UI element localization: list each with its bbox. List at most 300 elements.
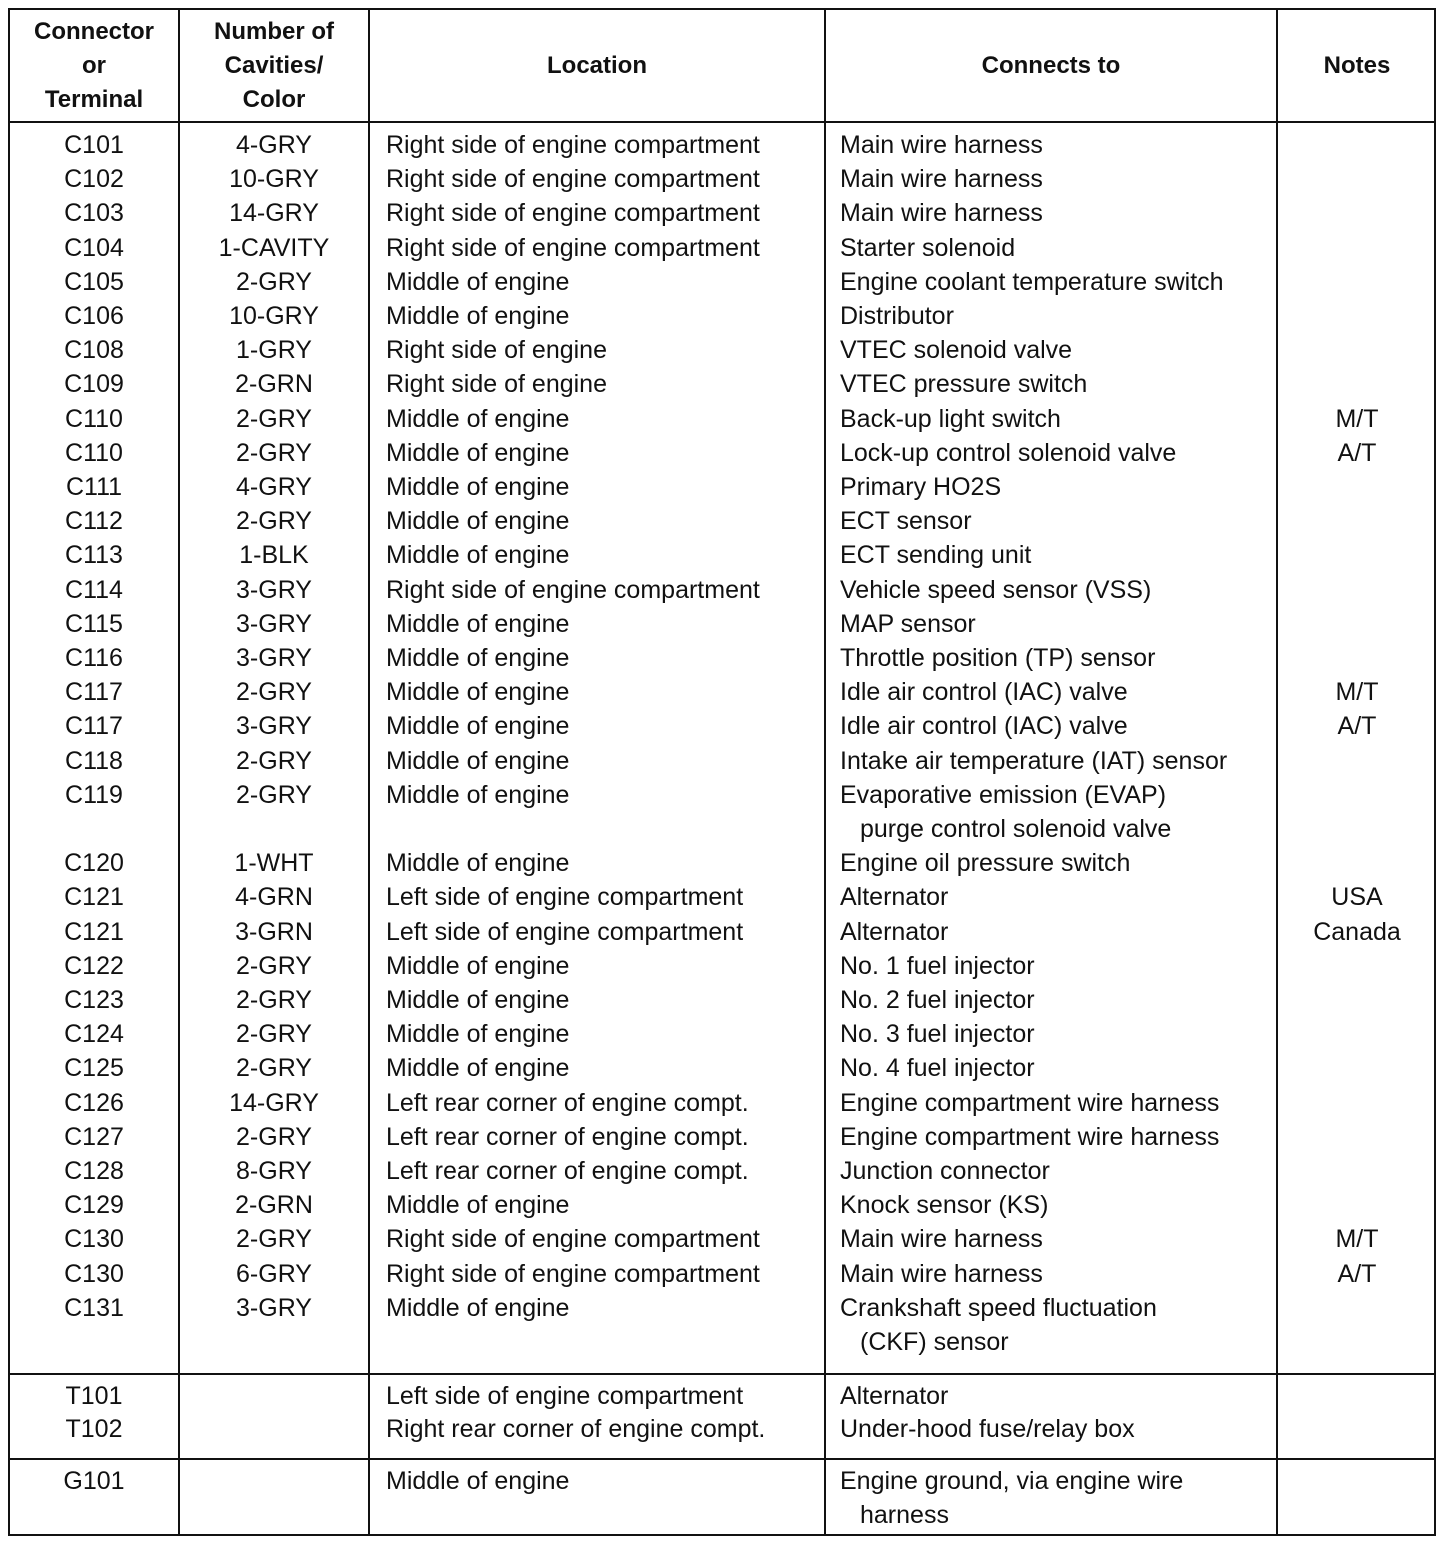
cell-cavities-text: 10-GRY	[229, 302, 319, 330]
cell-connector-id	[10, 1379, 178, 1413]
cell-cavities-text: 2-GRY	[236, 404, 312, 433]
cell-location	[386, 744, 826, 778]
cell-connector-id	[10, 675, 178, 709]
cell-connects-to-text: Engine compartment wire harness	[840, 1088, 1220, 1117]
cell-connector-id-text: T101	[65, 1382, 123, 1410]
cell-connects-to	[840, 675, 1280, 709]
cell-connector-id	[10, 504, 178, 538]
cell-location-text: Right side of engine compartment	[386, 575, 760, 604]
cell-location	[386, 128, 826, 162]
cell-connector-id	[10, 367, 178, 401]
cell-cavities	[180, 1222, 368, 1256]
cell-location-text: Middle of engine	[386, 951, 570, 980]
cell-location	[386, 538, 826, 572]
cell-location-text: Middle of engine	[386, 644, 570, 672]
cell-location-text: Middle of engine	[386, 849, 570, 878]
cell-cavities-text: 2-GRY	[236, 1020, 312, 1049]
cell-connector-id	[10, 1188, 178, 1222]
cell-connects-to	[840, 880, 1280, 914]
cell-connector-id-text: C115	[65, 609, 123, 638]
cell-location-text: Middle of engine	[386, 507, 570, 536]
cell-connector-id-text: C109	[64, 370, 124, 399]
cell-connects-to-text: Alternator	[840, 1382, 949, 1410]
cell-connects-to-text: Engine oil pressure switch	[840, 849, 1131, 878]
cell-cavities	[180, 778, 368, 812]
cell-location	[386, 1412, 826, 1446]
cell-location-text: Left side of engine compartment	[386, 917, 744, 946]
cell-connects-to-text: Under-hood fuse/relay box	[840, 1415, 1135, 1443]
cell-connects-to-text: Knock sensor (KS)	[840, 1191, 1049, 1220]
cell-connects-to-text: Idle air control (IAC) valve	[840, 712, 1128, 741]
cell-location-text: Right side of engine compartment	[386, 199, 760, 228]
cell-cavities-text: 2-GRY	[236, 986, 312, 1014]
cell-connector-id	[10, 265, 178, 299]
cell-location-text: Middle of engine	[386, 746, 570, 775]
cell-connector-id	[10, 402, 178, 436]
cell-connects-to-text: Alternator	[840, 917, 949, 946]
cell-connector-id-text: C106	[64, 302, 124, 330]
cell-location-text: Middle of engine	[386, 1467, 570, 1495]
cell-location	[386, 436, 826, 470]
cell-cavities-text: 2-GRY	[236, 678, 312, 707]
cell-notes-text: Canada	[1313, 917, 1401, 946]
header-cavities-line3: Color	[242, 86, 306, 113]
cell-location	[386, 162, 826, 196]
cell-connector-id	[10, 333, 178, 367]
cell-connector-id-text: C119	[65, 780, 123, 809]
cell-connects-to	[840, 1464, 1280, 1532]
cell-connects-to	[840, 196, 1280, 230]
cell-cavities	[180, 470, 368, 504]
cell-connects-to	[840, 128, 1280, 162]
cell-cavities	[180, 367, 368, 401]
cell-cavities	[180, 1051, 368, 1085]
cell-connects-to-text: MAP sensor	[840, 609, 976, 638]
cell-connector-id	[10, 1222, 178, 1256]
cell-connector-id	[10, 470, 178, 504]
cell-connector-id	[10, 641, 178, 675]
cell-cavities-text: 1-GRY	[236, 336, 312, 365]
cell-connects-to	[840, 231, 1280, 265]
cell-location-text: Left rear corner of engine compt.	[386, 1157, 749, 1185]
cell-location-text: Right side of engine compartment	[386, 233, 760, 262]
cell-location-text: Left rear corner of engine compt.	[386, 1088, 749, 1117]
cell-cavities-text: 3-GRY	[236, 609, 312, 638]
cell-cavities	[180, 1086, 368, 1120]
cell-cavities	[180, 641, 368, 675]
cell-cavities-text: 8-GRY	[236, 1157, 312, 1185]
cell-connects-to-text: Intake air temperature (IAT) sensor	[840, 746, 1228, 775]
cell-cavities	[180, 949, 368, 983]
cell-location-text: Middle of engine	[386, 986, 570, 1014]
cell-connects-to-text: ECT sensor	[840, 507, 972, 536]
cell-cavities-text: 1-BLK	[239, 541, 309, 570]
cell-cavities	[180, 402, 368, 436]
cell-connector-id	[10, 744, 178, 778]
cell-cavities	[180, 231, 368, 265]
cell-location	[386, 1086, 826, 1120]
cell-location	[386, 1188, 826, 1222]
cell-location-text: Right rear corner of engine compt.	[386, 1415, 766, 1443]
cell-connects-to	[840, 846, 1280, 880]
cell-connects-to	[840, 1154, 1280, 1188]
cell-location	[386, 1051, 826, 1085]
cell-connects-to	[840, 538, 1280, 572]
cell-connects-to-text: Main wire harness	[840, 131, 1043, 159]
cell-connector-id-text: C117	[65, 678, 123, 707]
cell-notes-text: A/T	[1337, 1259, 1377, 1288]
cell-connects-to-text: VTEC solenoid valve	[840, 336, 1073, 365]
cell-connects-to	[840, 641, 1280, 675]
cell-cavities	[180, 196, 368, 230]
cell-connector-id-text: C127	[64, 1122, 124, 1151]
cell-cavities	[180, 744, 368, 778]
cell-cavities-text: 3-GRY	[236, 575, 312, 604]
cell-location-text: Middle of engine	[386, 1054, 570, 1083]
cell-connects-to	[840, 367, 1280, 401]
cell-location-text: Middle of engine	[386, 1020, 570, 1049]
cell-connector-id-text: T102	[65, 1415, 123, 1443]
cell-connector-id-text: C128	[64, 1157, 124, 1185]
cell-connects-to	[840, 470, 1280, 504]
cell-location-text: Middle of engine	[386, 438, 570, 467]
cell-connects-to	[840, 1120, 1280, 1154]
cell-connector-id	[10, 231, 178, 265]
cell-connects-to	[840, 983, 1280, 1017]
cell-notes	[1278, 880, 1436, 914]
cell-connector-id-text: C110	[65, 438, 123, 467]
cell-cavities	[180, 915, 368, 949]
cell-connects-to	[840, 162, 1280, 196]
cell-location-text: Middle of engine	[386, 712, 570, 741]
cell-cavities	[180, 299, 368, 333]
cell-location-text: Middle of engine	[386, 473, 570, 501]
cell-cavities	[180, 1257, 368, 1291]
cell-cavities	[180, 504, 368, 538]
cell-connector-id	[10, 162, 178, 196]
cell-connector-id-text: C130	[64, 1225, 124, 1254]
cell-location	[386, 367, 826, 401]
cell-location-text: Right side of engine compartment	[386, 1225, 760, 1254]
cell-location	[386, 402, 826, 436]
cell-location-text: Middle of engine	[386, 302, 570, 330]
cell-cavities-text: 4-GRN	[235, 883, 313, 912]
cell-cavities	[180, 436, 368, 470]
header-cavities-line1: Number of	[214, 18, 334, 45]
header-connector-line1: Connector	[34, 18, 154, 45]
section-divider	[10, 1458, 1434, 1460]
cell-connector-id-text: C111	[65, 473, 123, 501]
section-divider	[10, 1373, 1434, 1375]
cell-notes-text: M/T	[1335, 1225, 1379, 1254]
cell-connector-id-text: C131	[64, 1293, 124, 1322]
cell-notes	[1278, 915, 1436, 949]
cell-cavities	[180, 983, 368, 1017]
cell-location	[386, 333, 826, 367]
cell-connector-id	[10, 915, 178, 949]
cell-location-text: Middle of engine	[386, 1191, 570, 1220]
header-connects-to: Connects to	[981, 52, 1121, 79]
cell-connector-id-text: C114	[65, 575, 123, 604]
cell-location	[386, 1120, 826, 1154]
cell-connects-to	[840, 265, 1280, 299]
cell-location	[386, 607, 826, 641]
cell-location	[386, 1222, 826, 1256]
cell-connector-id-text: C130	[64, 1259, 124, 1288]
cell-connector-id-text: C129	[64, 1191, 124, 1220]
cell-connects-to	[840, 778, 1280, 846]
cell-connects-to	[840, 949, 1280, 983]
cell-connector-id-text: C118	[65, 746, 123, 775]
cell-location-text: Left rear corner of engine compt.	[386, 1122, 749, 1151]
cell-location	[386, 504, 826, 538]
cell-cavities	[180, 162, 368, 196]
cell-cavities	[180, 1154, 368, 1188]
cell-connects-to-text: Crankshaft speed fluctuation	[840, 1293, 1157, 1322]
cell-notes	[1278, 675, 1436, 709]
cell-connector-id	[10, 949, 178, 983]
cell-connects-to-text: Alternator	[840, 883, 949, 912]
cell-location-text: Middle of engine	[386, 404, 570, 433]
header-connector-line2: or	[82, 52, 106, 79]
cell-notes-text: M/T	[1335, 404, 1379, 433]
header-location: Location	[547, 52, 647, 79]
cell-location	[386, 1017, 826, 1051]
cell-cavities	[180, 1291, 368, 1325]
cell-cavities-text: 2-GRN	[235, 1191, 313, 1220]
cell-connector-id-text: C121	[64, 883, 124, 912]
cell-connects-to-text: No. 2 fuel injector	[840, 986, 1035, 1014]
cell-notes	[1278, 1222, 1436, 1256]
cell-cavities-text: 6-GRY	[236, 1259, 312, 1288]
header-notes: Notes	[1323, 52, 1391, 79]
header-cavities	[180, 10, 368, 122]
cell-location-text: Middle of engine	[386, 541, 570, 570]
cell-connects-to-text: Starter solenoid	[840, 233, 1016, 262]
cell-connector-id	[10, 846, 178, 880]
cell-connector-id-text: C105	[64, 267, 124, 296]
cell-connector-id-text: C108	[64, 336, 124, 365]
cell-cavities	[180, 333, 368, 367]
cell-location-text: Right side of engine compartment	[386, 131, 760, 159]
cell-cavities-text: 3-GRN	[235, 917, 313, 946]
cell-connects-to-text: Engine ground, via engine wire	[840, 1467, 1184, 1495]
cell-cavities	[180, 128, 368, 162]
cell-connects-to	[840, 573, 1280, 607]
cell-connector-id	[10, 1291, 178, 1325]
cell-connects-to-text: VTEC pressure switch	[840, 370, 1088, 399]
cell-connects-to	[840, 709, 1280, 743]
cell-connector-id-text: C125	[64, 1054, 124, 1083]
cell-cavities-text: 2-GRY	[236, 507, 312, 536]
cell-location	[386, 573, 826, 607]
cell-connects-to	[840, 299, 1280, 333]
cell-location-text: Left side of engine compartment	[386, 1382, 744, 1410]
cell-connector-id-text: C110	[65, 404, 123, 433]
cell-connector-id	[10, 1257, 178, 1291]
cell-location-text: Middle of engine	[386, 678, 570, 707]
cell-connector-id-text: C123	[64, 986, 124, 1014]
cell-connects-to-continuation: purge control solenoid valve	[860, 814, 1172, 843]
cell-connects-to-text: Throttle position (TP) sensor	[840, 644, 1156, 672]
cell-cavities-text: 2-GRY	[236, 746, 312, 775]
cell-connector-id	[10, 1412, 178, 1446]
cell-connects-to	[840, 1086, 1280, 1120]
cell-connector-id	[10, 538, 178, 572]
cell-connector-id	[10, 436, 178, 470]
cell-connects-to	[840, 504, 1280, 538]
cell-notes-text: M/T	[1335, 678, 1379, 707]
cell-cavities-text: 2-GRY	[236, 951, 312, 980]
cell-cavities	[180, 880, 368, 914]
cell-cavities	[180, 573, 368, 607]
cell-connector-id-text: C112	[65, 507, 123, 536]
cell-connects-to-text: Main wire harness	[840, 1225, 1043, 1254]
cell-connector-id-text: G101	[63, 1467, 125, 1495]
cell-connects-to	[840, 1379, 1280, 1413]
cell-location	[386, 1257, 826, 1291]
cell-connects-to-text: Engine coolant temperature switch	[840, 267, 1224, 296]
cell-cavities	[180, 675, 368, 709]
header-connector-line3: Terminal	[44, 86, 144, 113]
cell-connector-id	[10, 1017, 178, 1051]
cell-location-text: Right side of engine	[386, 370, 607, 399]
cell-cavities-text: 3-GRY	[236, 644, 312, 672]
cell-connector-id-text: C126	[64, 1088, 124, 1117]
cell-connector-id-text: C117	[65, 712, 123, 741]
cell-connector-id-text: C116	[65, 644, 123, 672]
cell-connects-to-text: No. 4 fuel injector	[840, 1054, 1035, 1083]
cell-connects-to	[840, 1051, 1280, 1085]
cell-connects-to-text: Junction connector	[840, 1157, 1050, 1185]
cell-connector-id	[10, 880, 178, 914]
cell-location-text: Middle of engine	[386, 1293, 570, 1322]
cell-location	[386, 983, 826, 1017]
cell-connector-id	[10, 1154, 178, 1188]
cell-cavities-text: 3-GRY	[236, 1293, 312, 1322]
cell-connects-to	[840, 402, 1280, 436]
cell-location	[386, 709, 826, 743]
cell-location	[386, 846, 826, 880]
cell-connects-to	[840, 333, 1280, 367]
cell-connector-id-text: C104	[64, 233, 124, 262]
cell-notes	[1278, 1257, 1436, 1291]
cell-cavities-text: 4-GRY	[236, 131, 312, 159]
cell-connector-id	[10, 607, 178, 641]
cell-connector-id-text: C103	[64, 199, 124, 228]
cell-location	[386, 880, 826, 914]
cell-cavities	[180, 1017, 368, 1051]
cell-connector-id	[10, 128, 178, 162]
cell-connects-to-text: Vehicle speed sensor (VSS)	[840, 575, 1152, 604]
column-divider	[368, 10, 370, 1534]
cell-location	[386, 949, 826, 983]
cell-connects-to-continuation: (CKF) sensor	[860, 1327, 1009, 1356]
cell-connector-id	[10, 709, 178, 743]
cell-location	[386, 1154, 826, 1188]
cell-cavities	[180, 846, 368, 880]
cell-location	[386, 778, 826, 812]
cell-connects-to-text: Distributor	[840, 302, 954, 330]
cell-location	[386, 1379, 826, 1413]
cell-cavities	[180, 709, 368, 743]
cell-cavities-text: 1-CAVITY	[218, 233, 330, 262]
cell-connector-id	[10, 778, 178, 812]
cell-location	[386, 1291, 826, 1325]
cell-cavities-text: 4-GRY	[236, 473, 312, 501]
cell-connects-to-text: Primary HO2S	[840, 473, 1002, 501]
cell-location-text: Right side of engine compartment	[386, 1259, 760, 1288]
cell-cavities-text: 14-GRY	[229, 1088, 319, 1117]
cell-notes	[1278, 402, 1436, 436]
cell-location	[386, 915, 826, 949]
cell-connects-to	[840, 915, 1280, 949]
cell-connector-id	[10, 196, 178, 230]
cell-connects-to-text: Main wire harness	[840, 165, 1043, 194]
cell-connector-id-text: C120	[64, 849, 124, 878]
cell-connects-to-text: Main wire harness	[840, 1259, 1043, 1288]
cell-connector-id-text: C101	[64, 131, 124, 159]
cell-location-text: Right side of engine	[386, 336, 607, 365]
cell-cavities	[180, 607, 368, 641]
cell-connects-to-text: No. 1 fuel injector	[840, 951, 1035, 980]
cell-connector-id-text: C102	[64, 165, 124, 194]
cell-connector-id	[10, 1051, 178, 1085]
cell-connector-id-text: C124	[64, 1020, 124, 1049]
cell-cavities	[180, 1120, 368, 1154]
cell-connects-to	[840, 1188, 1280, 1222]
cell-cavities-text: 2-GRN	[235, 370, 313, 399]
cell-cavities-text: 3-GRY	[236, 712, 312, 741]
cell-location	[386, 641, 826, 675]
cell-cavities	[180, 538, 368, 572]
cell-connector-id	[10, 1086, 178, 1120]
cell-connects-to	[840, 436, 1280, 470]
cell-connects-to	[840, 1257, 1280, 1291]
cell-connects-to	[840, 1017, 1280, 1051]
cell-cavities-text: 2-GRY	[236, 438, 312, 467]
cell-cavities-text: 2-GRY	[236, 267, 312, 296]
cell-cavities	[180, 1188, 368, 1222]
cell-location-text: Middle of engine	[386, 609, 570, 638]
header-cavities-line2: Cavities/	[224, 52, 324, 79]
cell-connects-to-text: Main wire harness	[840, 199, 1043, 228]
cell-location-text: Right side of engine compartment	[386, 165, 760, 194]
cell-connects-to-text: Lock-up control solenoid valve	[840, 438, 1177, 467]
cell-cavities-text: 2-GRY	[236, 1122, 312, 1151]
cell-connector-id	[10, 1464, 178, 1498]
cell-connects-to	[840, 607, 1280, 641]
connector-table	[8, 8, 1436, 1536]
cell-notes	[1278, 436, 1436, 470]
cell-connector-id	[10, 1120, 178, 1154]
cell-location	[386, 470, 826, 504]
cell-connector-id	[10, 573, 178, 607]
cell-connects-to-text: Evaporative emission (EVAP)	[840, 780, 1167, 809]
cell-location	[386, 675, 826, 709]
cell-notes-text: USA	[1331, 883, 1383, 912]
cell-cavities	[180, 265, 368, 299]
cell-connector-id	[10, 299, 178, 333]
cell-cavities-text: 10-GRY	[229, 165, 319, 194]
cell-connects-to-text: Idle air control (IAC) valve	[840, 678, 1128, 707]
cell-cavities-text: 2-GRY	[236, 1054, 312, 1083]
cell-cavities-text: 2-GRY	[236, 780, 312, 809]
cell-connector-id-text: C121	[64, 917, 124, 946]
cell-connects-to	[840, 1222, 1280, 1256]
cell-connects-to-text: No. 3 fuel injector	[840, 1020, 1035, 1049]
cell-cavities-text: 1-WHT	[234, 849, 314, 878]
